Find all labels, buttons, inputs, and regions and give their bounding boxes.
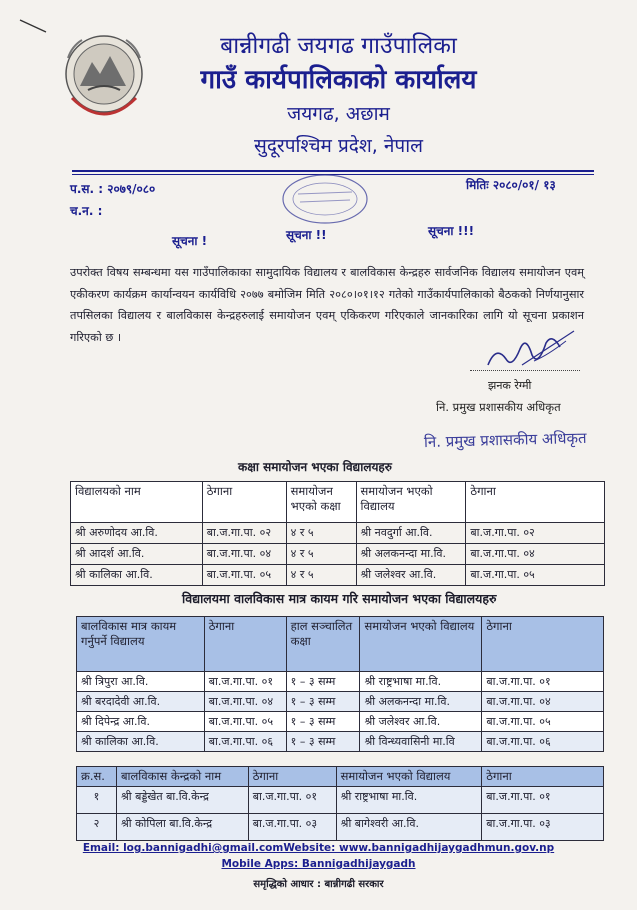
table-cell: बा.ज.गा.पा. ०४ [204, 692, 286, 712]
col-header: समायोजन भएको विद्यालय [356, 482, 466, 523]
notice-heading-3: सूचना !!! [428, 224, 475, 238]
col-header: ठेगाना [482, 767, 604, 787]
table-cell: बा.ज.गा.पा. ०१ [204, 672, 286, 692]
table-header-row [77, 767, 604, 787]
col-header: ठेगाना [482, 617, 604, 672]
section2-title: विद्यालयमा वालविकास मात्र कायम गरि समायोजन भएका विद्यालयहरु [182, 591, 497, 606]
table-cell: बा.ज.गा.पा. ०३ [248, 814, 336, 841]
table-cell: श्री दिपेन्द्र आ.वि. [77, 712, 205, 732]
table-cell: श्री बागेश्वरी आ.वि. [336, 814, 482, 841]
table-cell: श्री जलेश्वर आ.वि. [356, 565, 466, 586]
table-cell: ४ र ५ [286, 565, 356, 586]
table-cell: १ [77, 787, 117, 814]
col-header: ठेगाना [248, 767, 336, 787]
col-header: बालविकास केन्द्रको नाम [116, 767, 248, 787]
table-cell: श्री अरुणोदय आ.वि. [71, 523, 203, 544]
table-cell: १ – ३ सम्म [286, 672, 360, 692]
table-row [77, 692, 604, 712]
table-cell: बा.ज.गा.पा. ०६ [204, 732, 286, 752]
class-merger-table [70, 481, 605, 586]
table-cell: श्री आदर्श आ.वि. [71, 544, 203, 565]
slogan: समृद्धिको आधार : बान्नीगढी सरकार [253, 879, 384, 890]
table-cell: बा.ज.गा.पा. ०४ [202, 544, 286, 565]
table-cell: श्री बड्डेखेत बा.वि.केन्द्र [116, 787, 248, 814]
table-row [77, 712, 604, 732]
table-row [71, 565, 605, 586]
table-header-row [77, 617, 604, 672]
col-header: विद्यालयको नाम [71, 482, 203, 523]
signer-title: नि. प्रमुख प्रशासकीय अधिकृत [436, 400, 561, 414]
table-cell: बा.ज.गा.पा. ०५ [482, 712, 604, 732]
letter-date: मितिः २०८०/०१/ १३ [466, 178, 556, 192]
designation-stamp: नि. प्रमुख प्रशासकीय अधिकृत [423, 428, 587, 452]
table-row [77, 732, 604, 752]
table-cell: श्री त्रिपुरा आ.वि. [77, 672, 205, 692]
table-row [71, 523, 605, 544]
col-header: क्र.स. [77, 767, 117, 787]
col-header: समायोजन भएको कक्षा [286, 482, 356, 523]
table-cell: बा.ज.गा.पा. ०१ [482, 787, 604, 814]
office-stamp-icon [280, 172, 370, 226]
table-row [77, 672, 604, 692]
table-cell: श्री विन्ध्यवासिनी मा.वि [360, 732, 482, 752]
table-row [71, 544, 605, 565]
table-cell: श्री कोपिला बा.वि.केन्द्र [116, 814, 248, 841]
table-cell: बा.ज.गा.पा. ०४ [466, 544, 605, 565]
table-cell: बा.ज.गा.पा. ०५ [204, 712, 286, 732]
table-cell: बा.ज.गा.पा. ०२ [466, 523, 605, 544]
child-development-school-table [76, 616, 604, 752]
notice-body: उपरोक्त विषय सम्बन्धमा यस गाउँपालिकाका सामुदायिक विद्यालय र बालविकास केन्द्रहरु सार्वजनिक विद्यालय समायोजन एवम् एकीकरण कार्यक्रम कार्यान्वयन कार्यविधि २०७७ बमोजिम मिति २०८०।०१।१२ गतेको गाउँकार्यपालिकाको बैठकको निर्णयानुसार तपसिलका विद्यालय र बालविकास केन्द्रहरुलाई समायोजन एवम् एकिकरण गरिएकाले जानकारिका लागि यो सूचना प्रकाशन गरिएको छ । [70, 266, 584, 344]
notice-heading-2: सूचना !! [286, 228, 327, 242]
table-cell: श्री नवदुर्गा आ.वि. [356, 523, 466, 544]
table-cell: श्री राष्ट्रभाषा मा.वि. [360, 672, 482, 692]
table-cell: बा.ज.गा.पा. ०५ [466, 565, 605, 586]
table-cell: श्री अलकनन्दा मा.वि. [360, 692, 482, 712]
section1-title: कक्षा समायोजन भएका विद्यालयहरु [238, 460, 392, 474]
office-location: जयगढ, अछाम [287, 103, 390, 125]
notice-heading-1: सूचना ! [172, 234, 208, 248]
col-header: ठेगाना [202, 482, 286, 523]
table-cell: बा.ज.गा.पा. ०३ [482, 814, 604, 841]
office-name: गाउँ कार्यपालिकाको कार्यालय [200, 65, 477, 95]
col-header: हाल सञ्चालित कक्षा [286, 617, 360, 672]
table-cell: ४ र ५ [286, 544, 356, 565]
table-cell: १ – ३ सम्म [286, 712, 360, 732]
table-cell: श्री राष्ट्रभाषा मा.वि. [336, 787, 482, 814]
table-cell: श्री कालिका आ.वि. [71, 565, 203, 586]
child-center-merger-table [76, 766, 604, 841]
municipality-name: बान्नीगढी जयगढ गाउँपालिका [220, 33, 457, 59]
col-header: समायोजन भएको विद्यालय [360, 617, 482, 672]
signer-name: झनक रेग्मी [488, 379, 532, 392]
col-header: ठेगाना [466, 482, 605, 523]
col-header: समायोजन भएको विद्यालय [336, 767, 482, 787]
table-cell: बा.ज.गा.पा. ०१ [482, 672, 604, 692]
table-cell: बा.ज.गा.पा. ०४ [482, 692, 604, 712]
table-cell: श्री अलकनन्दा मा.वि. [356, 544, 466, 565]
letter-number: प.स. : २०७९/०८० [70, 182, 156, 196]
table-row [77, 787, 604, 814]
dispatch-number: च.न. : [70, 204, 103, 218]
mobile-apps-line: Mobile Apps: Bannigadhijaygadh [221, 858, 416, 870]
table-cell: श्री बरदादेवी आ.वि. [77, 692, 205, 712]
table-cell: २ [77, 814, 117, 841]
table-row [77, 814, 604, 841]
col-header: बालविकास मात्र कायम गर्नुपर्ने विद्यालय [77, 617, 205, 672]
table-cell: बा.ज.गा.पा. ०६ [482, 732, 604, 752]
table-cell: १ – ३ सम्म [286, 692, 360, 712]
table-cell: श्री कालिका आ.वि. [77, 732, 205, 752]
signature-line [470, 370, 580, 371]
table-cell: ४ र ५ [286, 523, 356, 544]
table-cell: बा.ज.गा.पा. ०२ [202, 523, 286, 544]
contact-line: Email: log.bannigadhi@gmail.comWebsite: www.bannigadhijaygadhmun.gov.np [82, 842, 555, 854]
province-name: सुदूरपश्चिम प्रदेश, नेपाल [254, 135, 423, 157]
table-cell: बा.ज.गा.पा. ०५ [202, 565, 286, 586]
table-cell: १ – ३ सम्म [286, 732, 360, 752]
table-cell: श्री जलेश्वर आ.वि. [360, 712, 482, 732]
col-header: ठेगाना [204, 617, 286, 672]
table-header-row [71, 482, 605, 523]
table-cell: बा.ज.गा.पा. ०१ [248, 787, 336, 814]
